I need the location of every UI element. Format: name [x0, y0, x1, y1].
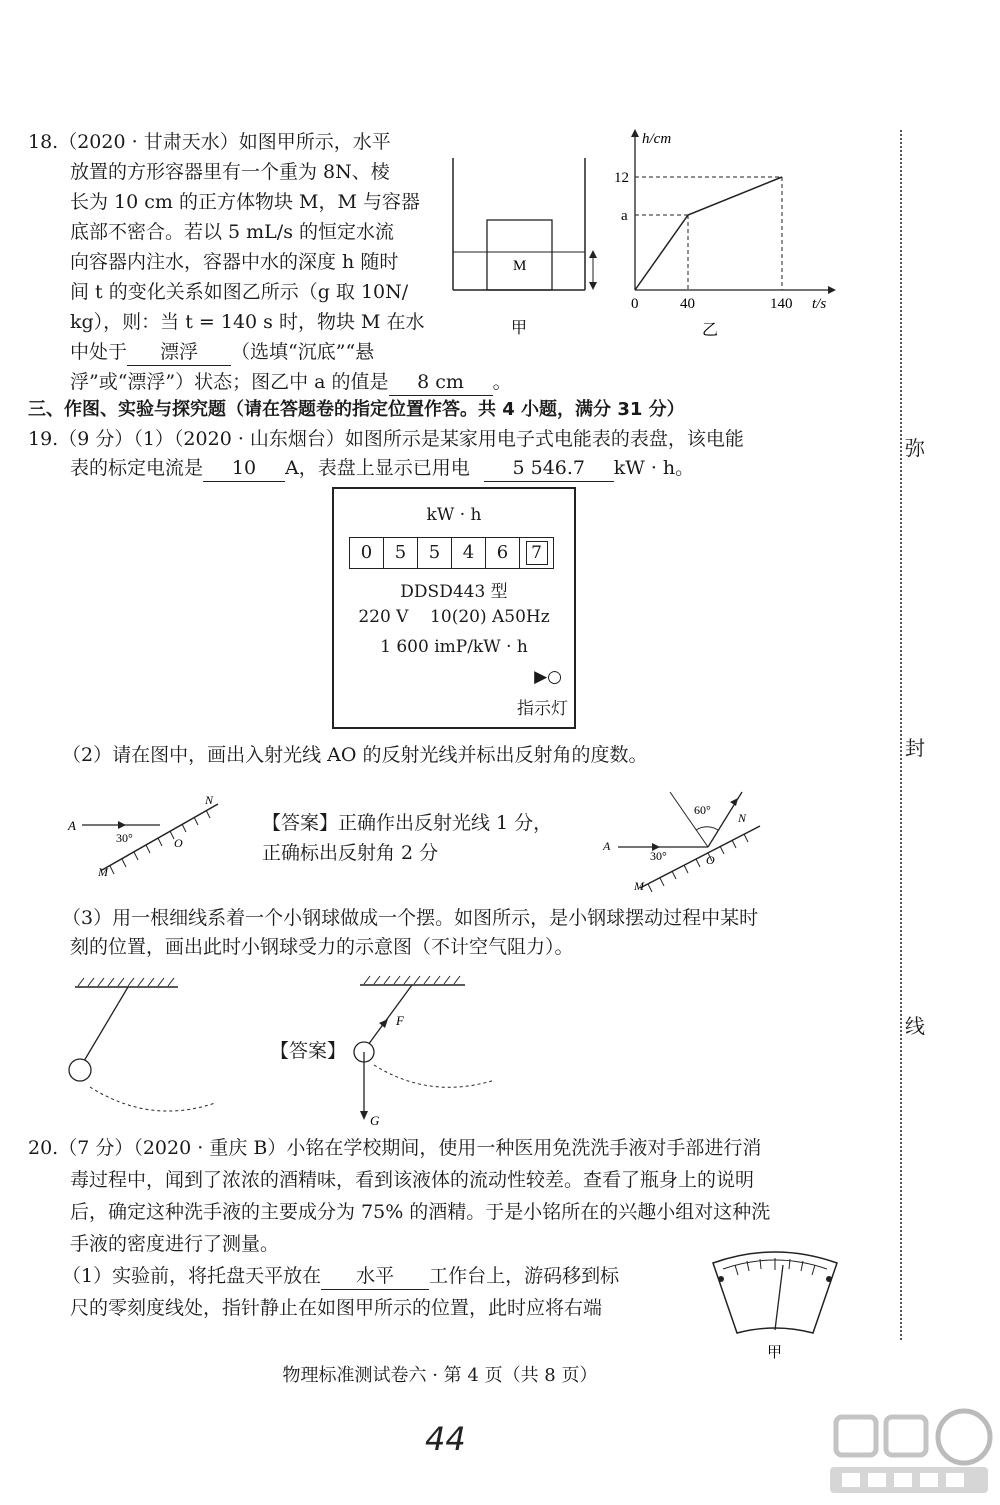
meter-model: DDSD443 型	[400, 582, 508, 602]
x-tick: 40	[680, 296, 695, 312]
graph-line	[635, 177, 782, 290]
answer-blank[interactable]: 5 546.7	[484, 455, 614, 482]
indicator-light-icon: ▶○	[534, 667, 562, 687]
svg-text:N: N	[205, 793, 214, 807]
q20-line: 手液的密度进行了测量。	[70, 1233, 280, 1255]
container-figure	[445, 150, 610, 340]
svg-text:O: O	[174, 836, 183, 850]
svg-text:30°: 30°	[116, 831, 133, 845]
watermark-logo	[820, 1405, 995, 1500]
q18-line: 浮”或“漂浮”）状态；图乙中 a 的值是 8 cm 。	[70, 369, 512, 396]
meter-digit: 4	[452, 538, 486, 568]
q20-line: 20.（7 分）（2020 · 重庆 B）小铭在学校期间，使用一种医用免洗洗手液对手部进行消	[28, 1137, 762, 1159]
x-axis-label: t/s	[812, 296, 827, 312]
y-tick: 12	[614, 170, 629, 186]
svg-text:O: O	[706, 853, 715, 867]
meter-impulse: 1 600 imP/kW · h	[380, 637, 528, 657]
q18-line: 放置的方形容器里有一个重为 8N、棱	[70, 161, 390, 183]
svg-text:A: A	[603, 839, 611, 853]
pendulum-force-diagram	[340, 965, 540, 1135]
meter-digit: 5	[384, 538, 418, 568]
q18-line: 底部不密合。若以 5 mL/s 的恒定水流	[70, 221, 394, 243]
svg-text:M: M	[634, 879, 644, 893]
seal-char: 线	[905, 1010, 925, 1039]
meter-digits	[349, 537, 554, 569]
depth-time-graph	[610, 125, 840, 340]
meter-digit-decimal: 7	[520, 538, 553, 568]
pendulum-figure	[60, 975, 275, 1125]
answer-text: 正确标出反射角 2 分	[262, 842, 439, 864]
q18-line: kg），则：当 t = 140 s 时，物块 M 在水	[70, 311, 425, 333]
q20-part1: （1）实验前，将托盘天平放在 水平 工作台上，游码移到标	[62, 1263, 619, 1290]
page-footer: 物理标准测试卷六 · 第 4 页（共 8 页）	[282, 1365, 598, 1386]
block-m	[487, 220, 552, 290]
q19-line: 19.（9 分）（1）（2020 · 山东烟台）如图所示是某家用电子式电能表的表盘，该电能	[28, 428, 744, 450]
meter-rating: 220 V 10(20) A50Hz	[358, 607, 550, 627]
q18-line: 长为 10 cm 的正方体物块 M，M 与容器	[70, 191, 420, 213]
q19-part2: （2）请在图中，画出入射光线 AO 的反射光线并标出反射角的度数。	[62, 744, 648, 766]
indicator-label: 指示灯	[517, 699, 568, 719]
answer-blank[interactable]: 10	[203, 455, 285, 482]
y-tick: a	[621, 208, 628, 224]
svg-text:60°: 60°	[694, 803, 711, 817]
q20-line: 尺的零刻度线处，指针静止在如图甲所示的位置，此时应将右端	[70, 1297, 603, 1319]
q19-part3: 刻的位置，画出此时小钢球受力的示意图（不计空气阻力）。	[70, 936, 574, 958]
meter-unit: kW · h	[426, 505, 482, 525]
figure-caption: 甲	[767, 1345, 783, 1361]
q18-line: 中处于 漂浮 （选填“沉底”“悬	[70, 339, 374, 366]
seal-line	[900, 130, 902, 1340]
svg-text:G: G	[370, 1113, 380, 1128]
meter-digit: 6	[486, 538, 520, 568]
mirror-problem-figure	[60, 790, 240, 880]
y-axis-label: h/cm	[642, 131, 672, 147]
q20-line: 后，确定这种洗手液的主要成分为 75% 的酒精。于是小铭所在的兴趣小组对这种洗	[70, 1201, 771, 1223]
x-tick: 0	[631, 296, 639, 312]
q18-line: 间 t 的变化关系如图乙所示（g 取 10N/	[70, 281, 409, 303]
balance-scale-figure	[705, 1245, 855, 1370]
answer-blank[interactable]: 水平	[321, 1263, 429, 1290]
svg-text:M: M	[98, 865, 108, 879]
answer-text: 【答案】正确作出反射光线 1 分，	[262, 812, 553, 834]
seal-char: 弥	[905, 432, 925, 461]
q18-line: 向容器内注水，容器中水的深度 h 随时	[70, 251, 399, 273]
section-heading: 三、作图、实验与探究题（请在答题卷的指定位置作答。共 4 小题，满分 31 分）	[28, 399, 685, 420]
answer-text: 【答案】	[270, 1040, 347, 1062]
figure-caption: 乙	[702, 322, 719, 339]
q19-line: 表的标定电流是 10 A，表盘上显示已用电 5 546.7 kW · h。	[70, 455, 694, 482]
figure-caption: 甲	[511, 320, 528, 337]
answer-blank[interactable]: 漂浮	[127, 339, 231, 366]
energy-meter	[332, 487, 576, 729]
q18-line: 18.（2020 · 甘肃天水）如图甲所示，水平	[28, 131, 391, 153]
svg-text:A: A	[68, 818, 76, 833]
steel-ball	[69, 1059, 91, 1081]
meter-digit: 0	[350, 538, 384, 568]
svg-text:30°: 30°	[650, 849, 667, 863]
seal-char: 封	[905, 732, 925, 761]
answer-blank[interactable]: 8 cm	[389, 369, 493, 396]
mirror-answer-figure	[598, 790, 773, 895]
svg-text:F: F	[396, 1013, 404, 1028]
meter-digit: 5	[418, 538, 452, 568]
x-tick: 140	[770, 296, 793, 312]
q20-line: 毒过程中，闻到了浓浓的酒精味，看到该液体的流动性较差。查看了瓶身上的说明	[70, 1169, 755, 1191]
q19-part3: （3）用一根细线系着一个小钢球做成一个摆。如图所示，是小钢球摆动过程中某时	[62, 907, 759, 929]
block-label: M	[513, 258, 527, 274]
handwritten-page-number: 44	[425, 1420, 466, 1458]
svg-text:N: N	[738, 811, 747, 825]
